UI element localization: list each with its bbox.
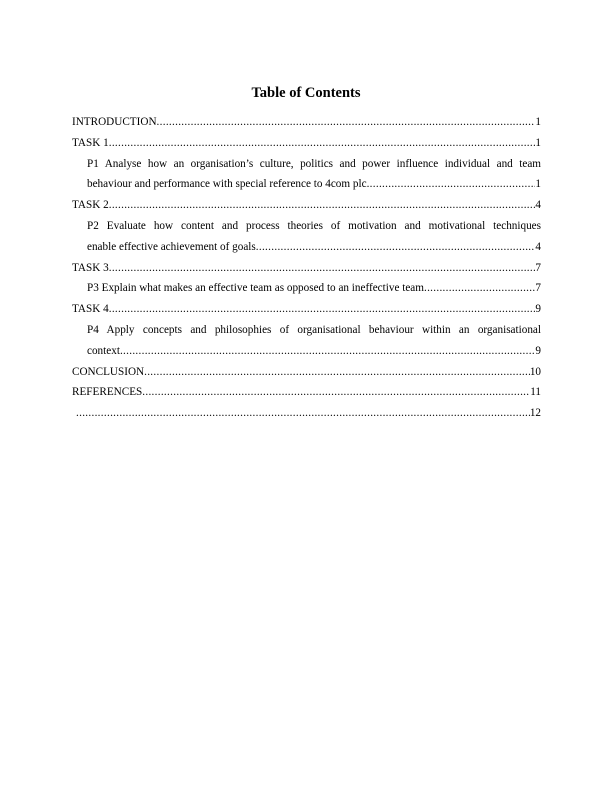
toc-entry-first-line: P2 Evaluate how content and process theories of motivation and motivational techniques [87, 219, 541, 232]
toc-page-number: 10 [529, 365, 541, 378]
toc-dot-leader [109, 258, 536, 279]
toc-entry-task-3[interactable] [72, 258, 541, 279]
toc-dot-leader [109, 195, 536, 216]
toc-page-number: 1 [535, 178, 541, 191]
toc-dot-leader [76, 403, 530, 424]
toc-page-number: 4 [535, 240, 541, 253]
toc-dot-leader [157, 112, 536, 133]
toc-dot-leader [367, 174, 536, 195]
toc-entry-label: TASK 1 [72, 136, 109, 149]
toc-entry-untitled[interactable] [72, 403, 541, 424]
toc-entry-introduction[interactable] [72, 112, 541, 133]
toc-entry-label: P3 Explain what makes an effective team as opposed to an ineffective team [87, 282, 424, 295]
table-of-contents [72, 112, 541, 424]
toc-entry-conclusion[interactable] [72, 362, 541, 383]
toc-page-number: 7 [535, 282, 541, 295]
toc-dot-leader [109, 133, 536, 154]
toc-page-number: 7 [535, 261, 541, 274]
toc-dot-leader [120, 341, 535, 362]
toc-entry-task-1[interactable] [72, 133, 541, 154]
toc-entry-p3[interactable] [72, 278, 541, 299]
toc-entry-p2[interactable] [72, 216, 541, 258]
toc-entry-first-line: P4 Apply concepts and philosophies of organisational behaviour within an organisational [87, 323, 541, 336]
toc-entry-label: TASK 2 [72, 199, 109, 212]
toc-entry-task-4[interactable] [72, 299, 541, 320]
toc-entry-label: INTRODUCTION [72, 116, 157, 128]
toc-page-number: 9 [535, 344, 541, 357]
toc-dot-leader [109, 299, 536, 320]
toc-entry-label: CONCLUSION [72, 365, 145, 378]
toc-entry-p1[interactable] [72, 154, 541, 196]
toc-entry-label: enable effective achievement of goals [87, 240, 256, 253]
toc-dot-leader [256, 237, 536, 258]
toc-entry-label: TASK 3 [72, 261, 109, 274]
toc-entry-references[interactable] [72, 382, 541, 403]
toc-entry-label: TASK 4 [72, 303, 109, 316]
toc-page-number: 12 [529, 407, 541, 420]
toc-entry-task-2[interactable] [72, 195, 541, 216]
toc-dot-leader [142, 382, 530, 403]
toc-entry-p4[interactable] [72, 320, 541, 362]
toc-dot-leader [144, 362, 530, 383]
toc-title: Table of Contents [251, 85, 361, 101]
toc-page-number: 4 [535, 199, 541, 212]
toc-page-number: 1 [535, 136, 541, 149]
toc-entry-first-line: P1 Analyse how an organisation’s culture, politics and power influence individual and team [87, 157, 541, 170]
toc-page-number: 1 [535, 116, 541, 128]
toc-page-number: 11 [530, 386, 541, 399]
toc-entry-label: behaviour and performance with special reference to 4com plc [87, 178, 367, 191]
toc-page-number: 9 [535, 303, 541, 316]
toc-entry-label: context [87, 344, 120, 357]
toc-dot-leader [424, 278, 535, 299]
toc-entry-label: REFERENCES [72, 386, 143, 399]
